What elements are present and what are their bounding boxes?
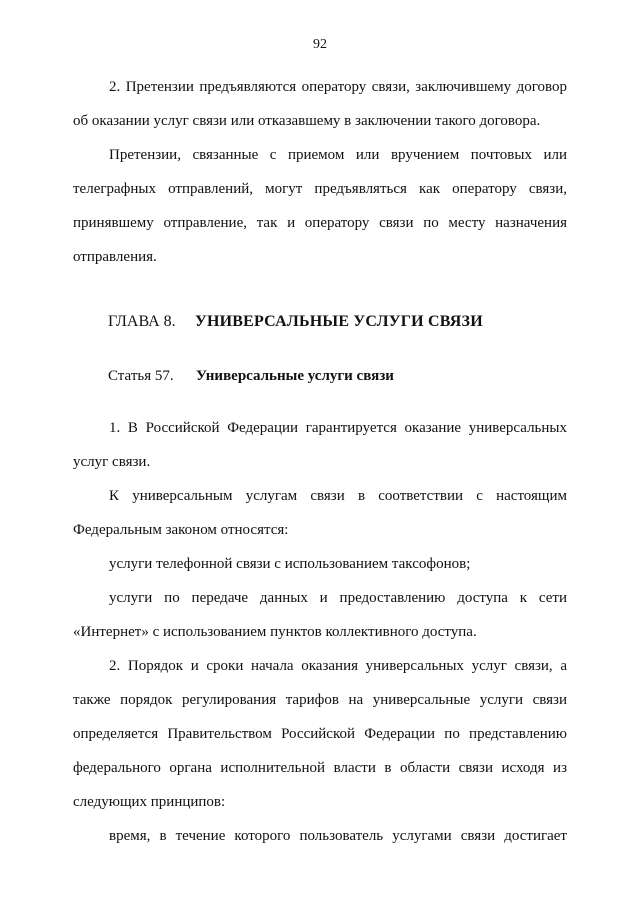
paragraph-guarantee: 1. В Российской Федерации гарантируется оказание универсальных услуг связи.	[73, 420, 567, 470]
chapter-label: ГЛАВА 8.	[108, 313, 176, 330]
paragraph-payphones: услуги телефонной связи с использованием таксофонов;	[109, 556, 471, 572]
article-title: Универсальные услуги связи	[196, 368, 394, 384]
paragraph-time: время, в течение которого пользователь услугами связи достигает	[109, 828, 567, 844]
paragraph-claims-operator: 2. Претензии предъявляются оператору связи, заключившему договор об оказании услуг связи или отказавшему в заключении такого договора.	[73, 79, 567, 129]
chapter-title: УНИВЕРСАЛЬНЫЕ УСЛУГИ СВЯЗИ	[195, 313, 483, 330]
article-label: Статья 57.	[108, 368, 174, 384]
article-heading	[108, 368, 394, 385]
chapter-heading	[108, 313, 483, 331]
page-number: 92	[313, 37, 327, 52]
paragraph-universal-list-intro: К универсальным услугам связи в соответствии с настоящим Федеральным законом относятся:	[73, 488, 567, 538]
paragraph-claims-postal: Претензии, связанные с приемом или вручением почтовых или телеграфных отправлений, могут предъявляться как оператору связи, принявшему отправление, так и оператору связи по месту назначения отправления.	[73, 147, 567, 265]
paragraph-internet-access: услуги по передаче данных и предоставлению доступа к сети «Интернет» с использованием пунктов коллективного доступа.	[73, 590, 567, 640]
paragraph-procedure: 2. Порядок и сроки начала оказания универсальных услуг связи, а также порядок регулирования тарифов на универсальные услуги связи определяется Правительством Российской Федерации по представлению федерального органа исполнительной власти в области связи исходя из следующих принципов:	[73, 658, 567, 810]
